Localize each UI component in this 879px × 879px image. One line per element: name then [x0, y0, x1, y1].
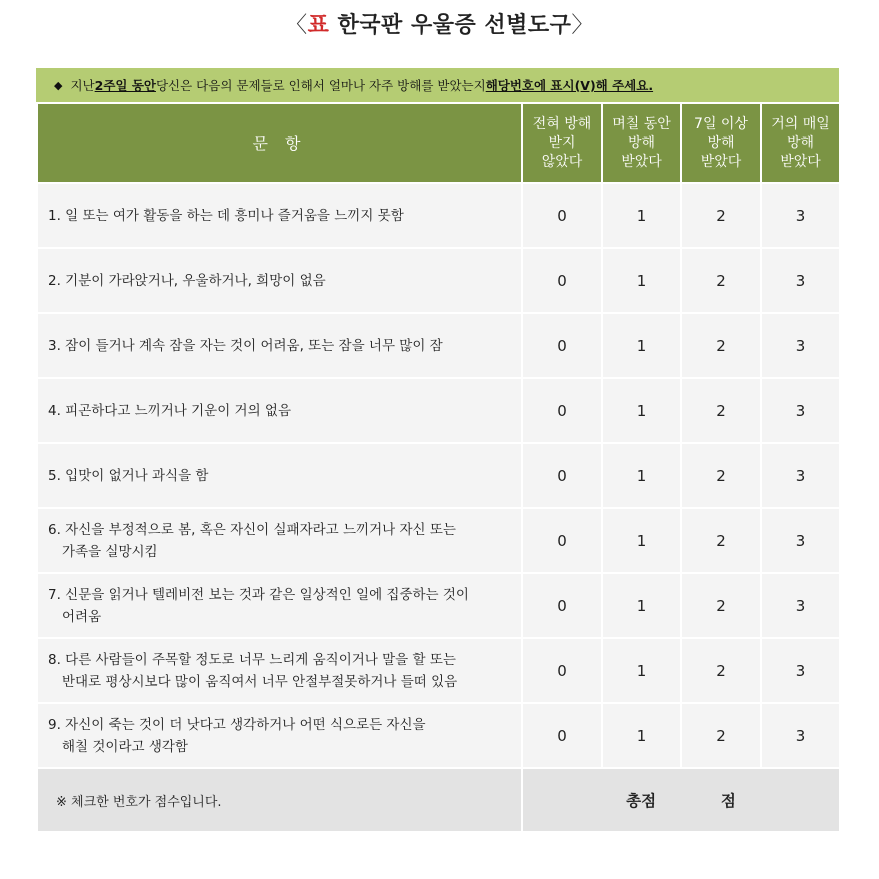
question-row [37, 573, 840, 638]
instruction-action: 해당번호에 표시(V)해 주세요. [485, 78, 654, 93]
screening-table [36, 102, 841, 833]
score-option[interactable]: 3 [761, 573, 840, 638]
score-option[interactable]: 1 [602, 248, 681, 313]
title-text: 한국판 우울증 선별도구 [337, 13, 572, 38]
question-text: 1. 일 또는 여가 활동을 하는 데 흥미나 즐거움을 느끼지 못함 [37, 183, 522, 248]
question-row [37, 248, 840, 313]
question-row [37, 703, 840, 768]
question-row [37, 638, 840, 703]
score-option[interactable]: 1 [602, 638, 681, 703]
score-option[interactable]: 0 [522, 443, 602, 508]
diamond-bullet-icon: ◆ [54, 78, 63, 92]
score-option[interactable]: 0 [522, 573, 602, 638]
title-close-bracket: 〉 [571, 13, 594, 38]
score-option[interactable]: 0 [522, 508, 602, 573]
score-option[interactable]: 3 [761, 508, 840, 573]
page-title [0, 8, 879, 39]
questionnaire [36, 68, 839, 833]
question-text: 3. 잠이 들거나 계속 잠을 자는 것이 어려움, 또는 잠을 너무 많이 잠 [37, 313, 522, 378]
score-option[interactable]: 3 [761, 703, 840, 768]
score-option[interactable]: 3 [761, 248, 840, 313]
score-option[interactable]: 2 [681, 638, 761, 703]
score-option[interactable]: 3 [761, 313, 840, 378]
title-tag: 표 [307, 13, 330, 38]
question-text: 8. 다른 사람들이 주목할 정도로 너무 느리게 움직이거나 말을 할 또는 반대로 평상시보다 많이 움직여서 너무 안절부절못하거나 들떠 있음 [37, 638, 522, 703]
question-text: 7. 신문을 읽거나 텔레비전 보는 것과 같은 일상적인 일에 집중하는 것이 어려움 [37, 573, 522, 638]
score-option[interactable]: 2 [681, 248, 761, 313]
question-header: 문 항 [37, 103, 522, 183]
question-text: 2. 기분이 가라앉거나, 우울하거나, 희망이 없음 [37, 248, 522, 313]
score-option[interactable]: 3 [761, 638, 840, 703]
score-option[interactable]: 2 [681, 183, 761, 248]
question-row [37, 378, 840, 443]
total-unit: 점 [720, 792, 736, 810]
score-option[interactable]: 0 [522, 183, 602, 248]
option-header: 7일 이상 방해 받았다 [681, 103, 761, 183]
option-header: 거의 매일 방해 받았다 [761, 103, 840, 183]
score-option[interactable]: 3 [761, 443, 840, 508]
option-header: 며칠 동안 방해 받았다 [602, 103, 681, 183]
score-option[interactable]: 2 [681, 443, 761, 508]
score-option[interactable]: 1 [602, 183, 681, 248]
score-option[interactable]: 0 [522, 248, 602, 313]
score-option[interactable]: 2 [681, 378, 761, 443]
question-row [37, 508, 840, 573]
score-option[interactable]: 1 [602, 703, 681, 768]
score-option[interactable]: 2 [681, 313, 761, 378]
question-text: 4. 피곤하다고 느끼거나 기운이 거의 없음 [37, 378, 522, 443]
instruction-pre: 지난 [70, 78, 95, 93]
instruction-period: 2주일 동안 [94, 78, 156, 93]
score-option[interactable]: 2 [681, 573, 761, 638]
question-text: 5. 입맛이 없거나 과식을 함 [37, 443, 522, 508]
score-option[interactable]: 0 [522, 378, 602, 443]
instruction-mid: 당신은 다음의 문제들로 인해서 얼마나 자주 방해를 받았는지 [155, 78, 486, 93]
total-score [522, 768, 840, 832]
footer-row [37, 768, 840, 832]
score-option[interactable]: 2 [681, 508, 761, 573]
title-open-bracket: 〈 [285, 13, 308, 38]
score-option[interactable]: 1 [602, 573, 681, 638]
header-row [37, 103, 840, 183]
score-option[interactable]: 0 [522, 313, 602, 378]
score-option[interactable]: 3 [761, 378, 840, 443]
question-row [37, 183, 840, 248]
question-text: 6. 자신을 부정적으로 봄, 혹은 자신이 실패자라고 느끼거나 자신 또는 가족을 실망시킴 [37, 508, 522, 573]
option-header: 전혀 방해 받지 않았다 [522, 103, 602, 183]
score-option[interactable]: 0 [522, 638, 602, 703]
question-text: 9. 자신이 죽는 것이 더 낫다고 생각하거나 어떤 식으로든 자신을 해칠 것이라고 생각함 [37, 703, 522, 768]
score-option[interactable]: 1 [602, 508, 681, 573]
score-option[interactable]: 0 [522, 703, 602, 768]
score-option[interactable]: 1 [602, 443, 681, 508]
question-row [37, 313, 840, 378]
question-row [37, 443, 840, 508]
footer-note: ※ 체크한 번호가 점수입니다. [37, 768, 522, 832]
total-label: 총점 [626, 792, 657, 810]
score-option[interactable]: 2 [681, 703, 761, 768]
score-option[interactable]: 1 [602, 378, 681, 443]
instruction-bar [36, 68, 839, 102]
score-option[interactable]: 3 [761, 183, 840, 248]
score-option[interactable]: 1 [602, 313, 681, 378]
